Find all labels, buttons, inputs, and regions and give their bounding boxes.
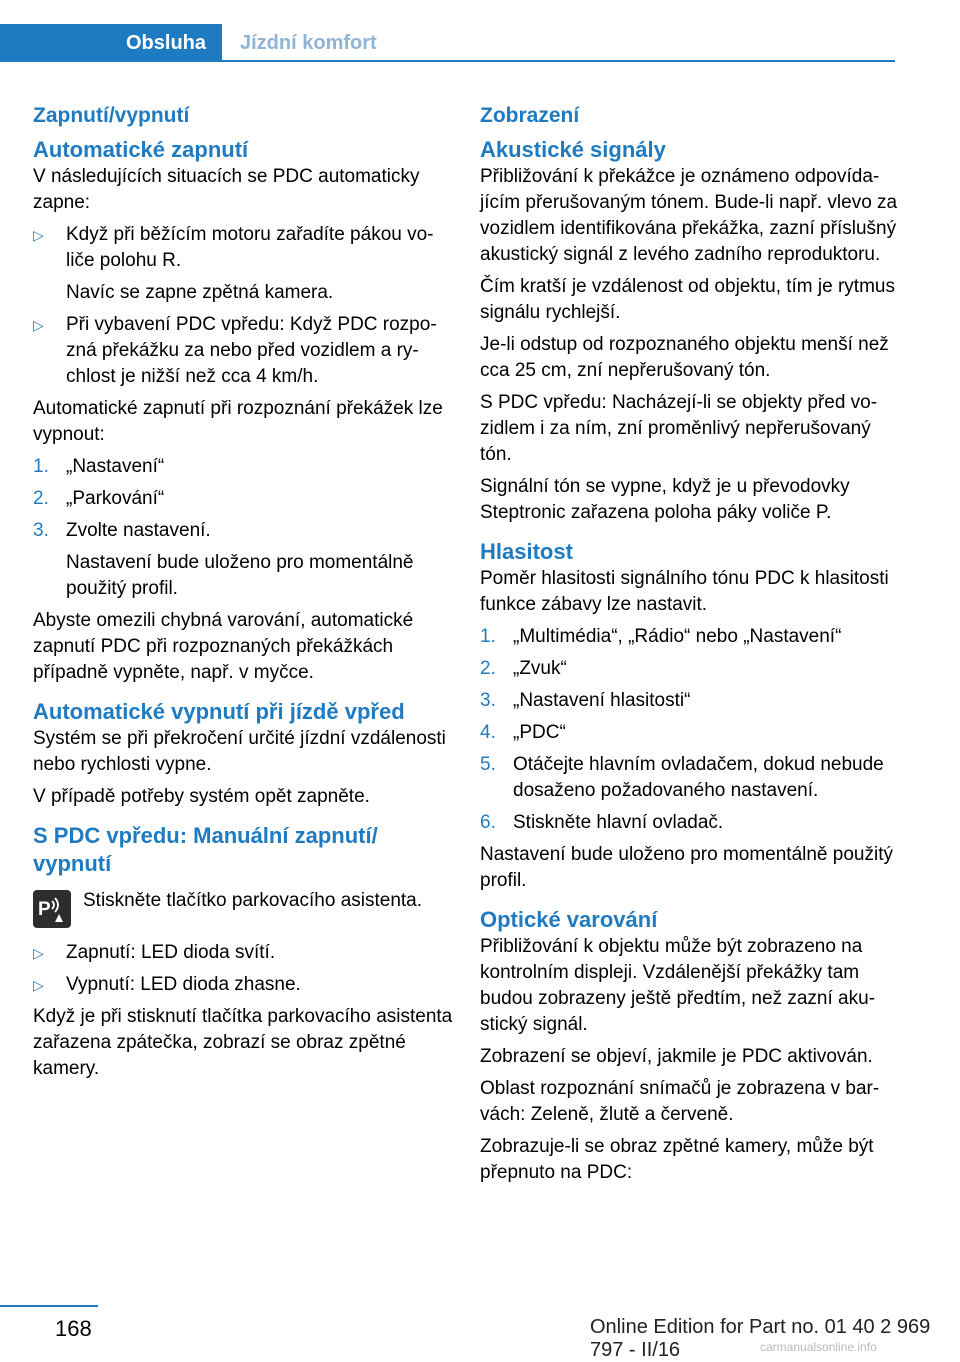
heading-manualni-zapnuti: S PDC vpředu: Manuální zapnutí/ vypnutí [33, 823, 378, 876]
park-assist-icon [33, 890, 71, 928]
paragraph: Systém se při překročení určité jízdní vzdálenosti nebo rychlosti vypne. [33, 728, 446, 775]
heading-akusticke-signaly: Akustické signály [480, 137, 666, 162]
list-item-text: Při vybavení PDC vpředu: Když PDC rozpozná překážku za nebo před vozidlem a rychlost je nižší než cca 4 km/h. [66, 314, 437, 387]
list-item-text: Vypnutí: LED dioda zhasne. [66, 974, 301, 995]
park-assist-instruction [33, 888, 453, 928]
step-number: 6. [480, 812, 496, 833]
step-text: „Parkování“ [66, 488, 165, 509]
step-item [480, 720, 900, 746]
tab-obsluha[interactable]: Obsluha [0, 24, 222, 62]
paragraph: Nastavení bude uloženo pro momentálně použitý profil. [480, 844, 893, 891]
paragraph: V případě potřeby systém opět zapněte. [33, 786, 370, 807]
heading-automaticke-vypnuti: Automatické vypnutí při jízdě vpřed [33, 699, 405, 724]
watermark: carmanualsonline.info [760, 1340, 877, 1354]
triangle-right-icon: ▷ [33, 227, 44, 243]
step-item [480, 688, 900, 714]
section-title-zapnuti: Zapnutí/vypnutí [33, 104, 190, 127]
list-item [33, 972, 453, 998]
paragraph: Oblast rozpoznání snímačů je zobrazena v barvách: Zeleně, žlutě a červeně. [480, 1078, 880, 1125]
list-item-text: Zapnutí: LED dioda svítí. [66, 942, 276, 963]
step-item [480, 624, 900, 650]
paragraph: Je-li odstup od rozpoznaného objektu menší než cca 25 cm, zní nepřerušovaný tón. [480, 334, 889, 381]
heading-hlasitost: Hlasitost [480, 539, 573, 564]
step-note: Nastavení bude uloženo pro momentálně použitý profil. [66, 552, 414, 599]
header-tabs [0, 24, 895, 62]
paragraph: Poměr hlasitosti signálního tónu PDC k hlasitosti funkce zábavy lze nastavit. [480, 568, 889, 615]
step-text: „Multimédia“, „Rádio“ nebo „Nastavení“ [513, 626, 842, 647]
list-item [33, 312, 453, 390]
step-item [33, 486, 453, 512]
list-item-note: Navíc se zapne zpětná kamera. [66, 282, 334, 303]
header-divider [0, 60, 895, 62]
step-number: 1. [33, 456, 49, 477]
step-text: „Nastavení hlasitosti“ [513, 690, 691, 711]
tab-jizdni-komfort[interactable]: Jízdní komfort [240, 31, 377, 54]
step-text: „Zvuk“ [513, 658, 567, 679]
paragraph: V následujících situacích se PDC automaticky zapne: [33, 166, 420, 213]
step-item [480, 810, 900, 836]
step-number: 5. [480, 754, 496, 775]
step-item [33, 454, 453, 480]
step-number: 3. [33, 520, 49, 541]
step-item [480, 752, 900, 804]
heading-opticke-varovani: Optické varování [480, 907, 658, 932]
step-item [480, 656, 900, 682]
right-column [480, 96, 900, 1192]
heading-automaticke-zapnuti: Automatické zapnutí [33, 137, 249, 162]
step-number: 2. [480, 658, 496, 679]
triangle-right-icon: ▷ [33, 945, 44, 961]
paragraph: Stiskněte tlačítko parkovacího asistenta. [83, 890, 423, 911]
left-column [33, 96, 453, 1088]
list-item [33, 222, 453, 306]
step-text: „Nastavení“ [66, 456, 165, 477]
page-number: 168 [55, 1316, 92, 1341]
step-text: Stiskněte hlavní ovladač. [513, 812, 724, 833]
paragraph: Zobrazení se objeví, jakmile je PDC aktivován. [480, 1046, 873, 1067]
paragraph: Zobrazuje-li se obraz zpětné kamery, může být přepnuto na PDC: [480, 1136, 874, 1183]
step-text: Otáčejte hlavním ovladačem, dokud nebude dosaženo požadovaného nastavení. [513, 754, 884, 801]
list-item [33, 940, 453, 966]
edition-text: Online Edition for Part no. 01 40 2 969 797 - II/16 [590, 1316, 931, 1361]
list-item-text: Když při běžícím motoru zařadíte pákou voliče polohu R. [66, 224, 434, 271]
section-title-zobrazeni: Zobrazení [480, 104, 580, 127]
footer-divider [0, 1305, 98, 1307]
step-item [33, 518, 453, 602]
paragraph: Abyste omezili chybná varování, automatické zapnutí PDC při rozpoznaných překážkách případně vypněte, např. v myčce. [33, 610, 414, 683]
paragraph: Přibližování k překážce je oznámeno odpovídajícím přerušovaným tónem. Bude-li např. vlevo za vozidlem identifikována překážka, zazní příslušný akustický signál z levého zadního reproduktoru. [480, 166, 898, 265]
svg-text:P: P [38, 899, 51, 920]
step-number: 3. [480, 690, 496, 711]
paragraph: S PDC vpředu: Nacházejí-li se objekty před vozidlem i za ním, zní proměnlivý nepřerušovaný tón. [480, 392, 878, 465]
step-number: 4. [480, 722, 496, 743]
paragraph: Přibližování k objektu může být zobrazeno na kontrolním displeji. Vzdálenější překážky tam budou zobrazeny ještě předtím, než zazní akustický signál. [480, 936, 876, 1035]
step-number: 2. [33, 488, 49, 509]
paragraph: Signální tón se vypne, když je u převodovky Steptronic zařazena poloha páky voliče P. [480, 476, 850, 523]
step-text: „PDC“ [513, 722, 566, 743]
paragraph: Čím kratší je vzdálenost od objektu, tím je rytmus signálu rychlejší. [480, 276, 895, 323]
step-number: 1. [480, 626, 496, 647]
triangle-right-icon: ▷ [33, 977, 44, 993]
paragraph: Automatické zapnutí při rozpoznání překážek lze vypnout: [33, 398, 443, 445]
step-text: Zvolte nastavení. [66, 520, 211, 541]
triangle-right-icon: ▷ [33, 317, 44, 333]
paragraph: Když je při stisknutí tlačítka parkovacího asistenta zařazena zpátečka, zobrazí se obraz zpětné kamery. [33, 1006, 453, 1079]
